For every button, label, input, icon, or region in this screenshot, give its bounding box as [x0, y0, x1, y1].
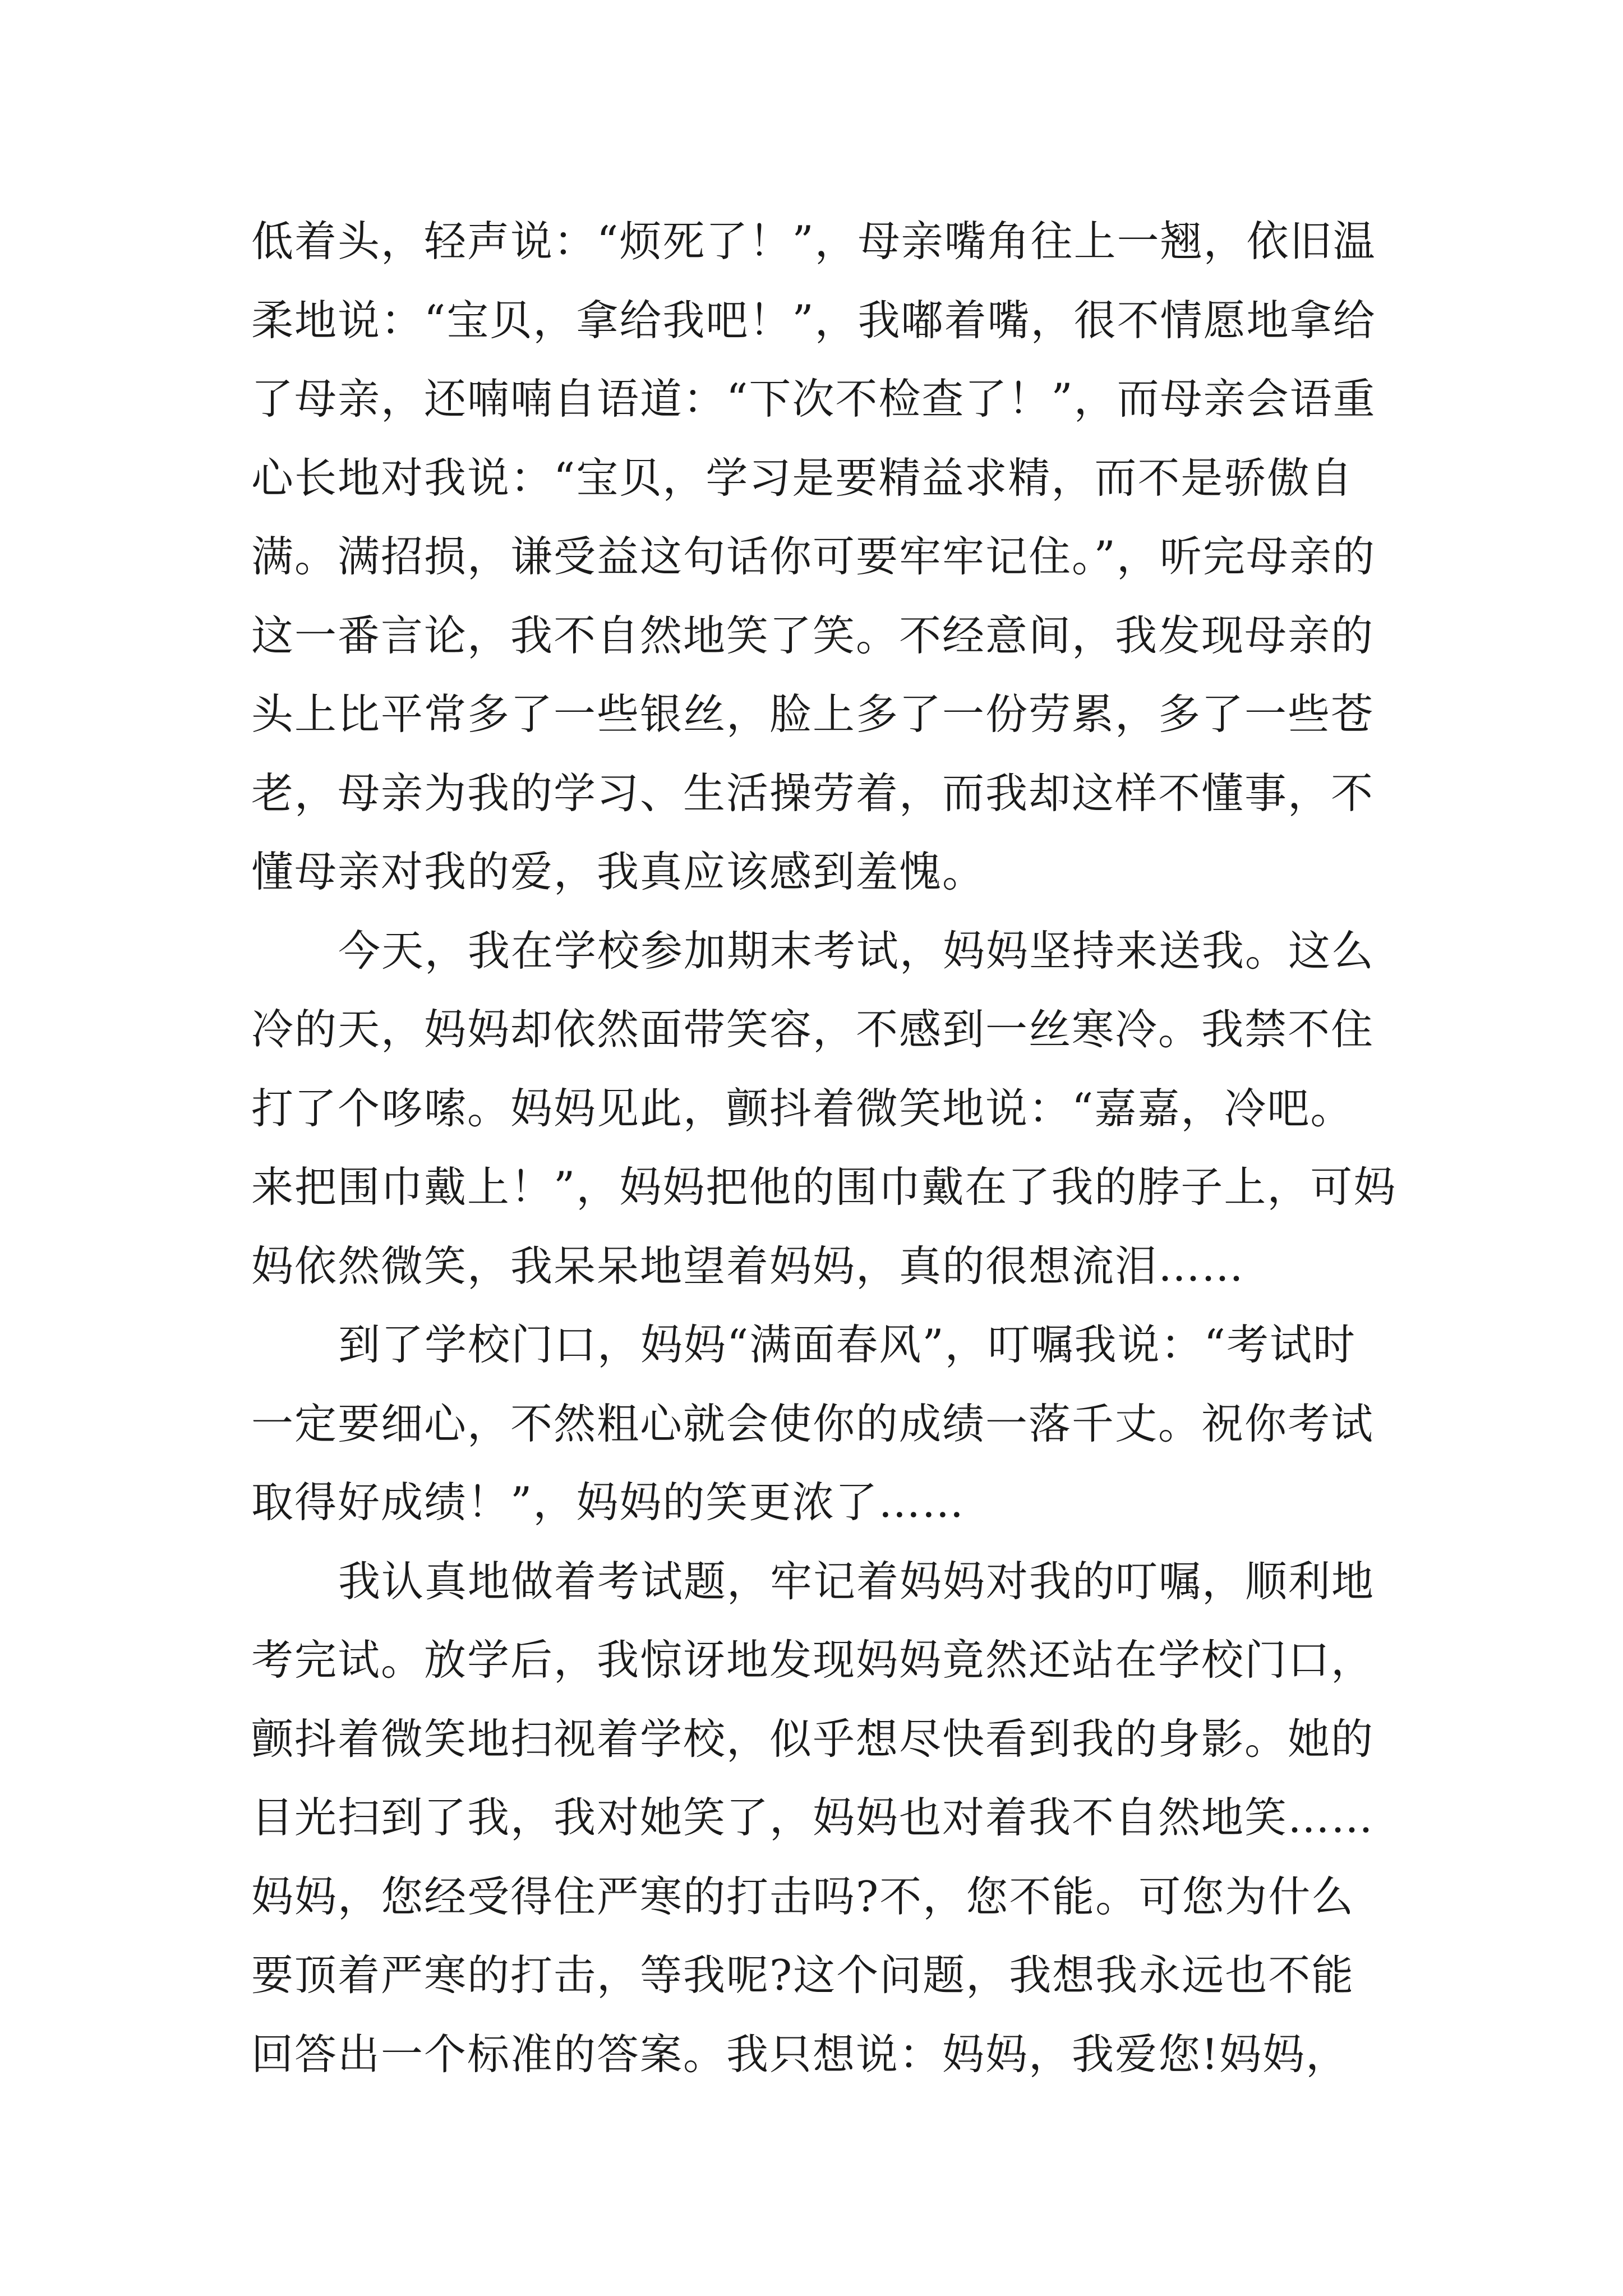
- text-line: 目光扫到了我，我对她笑了，妈妈也对着我不自然地笑……: [251, 1793, 1375, 1842]
- text-line: 心长地对我说：“宝贝，学习是要精益求精，而不是骄傲自: [251, 453, 1354, 503]
- text-line: 老，母亲为我的学习、生活操劳着，而我却这样不懂事，不: [251, 768, 1375, 818]
- text-line: 取得好成绩！”，妈妈的笑更浓了……: [251, 1478, 965, 1527]
- text-line: 颤抖着微笑地扫视着学校，似乎想尽快看到我的身影。她的: [251, 1714, 1375, 1764]
- paragraph-first-line: 今天，我在学校参加期末考试，妈妈坚持来送我。这么: [338, 926, 1375, 976]
- text-line: 满。满招损，谦受益这句话你可要牢牢记住。”，听完母亲的: [251, 532, 1376, 581]
- text-line: 回答出一个标准的答案。我只想说：妈妈，我爱您!妈妈，: [251, 2029, 1349, 2079]
- paragraph-first-line: 到了学校门口，妈妈“满面春风”，叮嘱我说：“考试时: [338, 1320, 1357, 1369]
- text-line: 头上比平常多了一些银丝，脸上多了一份劳累，多了一些苍: [251, 689, 1375, 739]
- text-line: 考完试。放学后，我惊讶地发现妈妈竟然还站在学校门口，: [251, 1635, 1375, 1685]
- text-line: 妈妈，您经受得住严寒的打击吗?不，您不能。可您为什么: [251, 1871, 1355, 1921]
- text-line: 来把围巾戴上！”，妈妈把他的围巾戴在了我的脖子上，可妈: [251, 1162, 1397, 1212]
- text-line: 要顶着严寒的打击，等我呢?这个问题，我想我永远也不能: [251, 1950, 1355, 2000]
- body-text: [251, 202, 1397, 2093]
- text-line: 低着头，轻声说：“烦死了！”，母亲嘴角往上一翘，依旧温: [251, 217, 1376, 266]
- text-line: 一定要细心，不然粗心就会使你的成绩一落千丈。祝你考试: [251, 1398, 1375, 1448]
- text-line: 这一番言论，我不自然地笑了笑。不经意间，我发现母亲的: [251, 610, 1375, 660]
- text-line: 妈依然微笑，我呆呆地望着妈妈，真的很想流泪……: [251, 1241, 1245, 1291]
- paragraph-first-line: 我认真地做着考试题，牢记着妈妈对我的叮嘱，顺利地: [338, 1556, 1375, 1606]
- text-line: 了母亲，还喃喃自语道：“下次不检查了！”，而母亲会语重: [251, 374, 1376, 424]
- text-line: 冷的天，妈妈却依然面带笑容，不感到一丝寒冷。我禁不住: [251, 1005, 1375, 1054]
- text-line: 懂母亲对我的爱，我真应该感到羞愧。: [251, 847, 986, 896]
- text-line: 柔地说：“宝贝，拿给我吧！”，我嘟着嘴，很不情愿地拿给: [251, 295, 1376, 345]
- text-line: 打了个哆嗦。妈妈见此，颤抖着微笑地说：“嘉嘉，冷吧。: [251, 1083, 1354, 1133]
